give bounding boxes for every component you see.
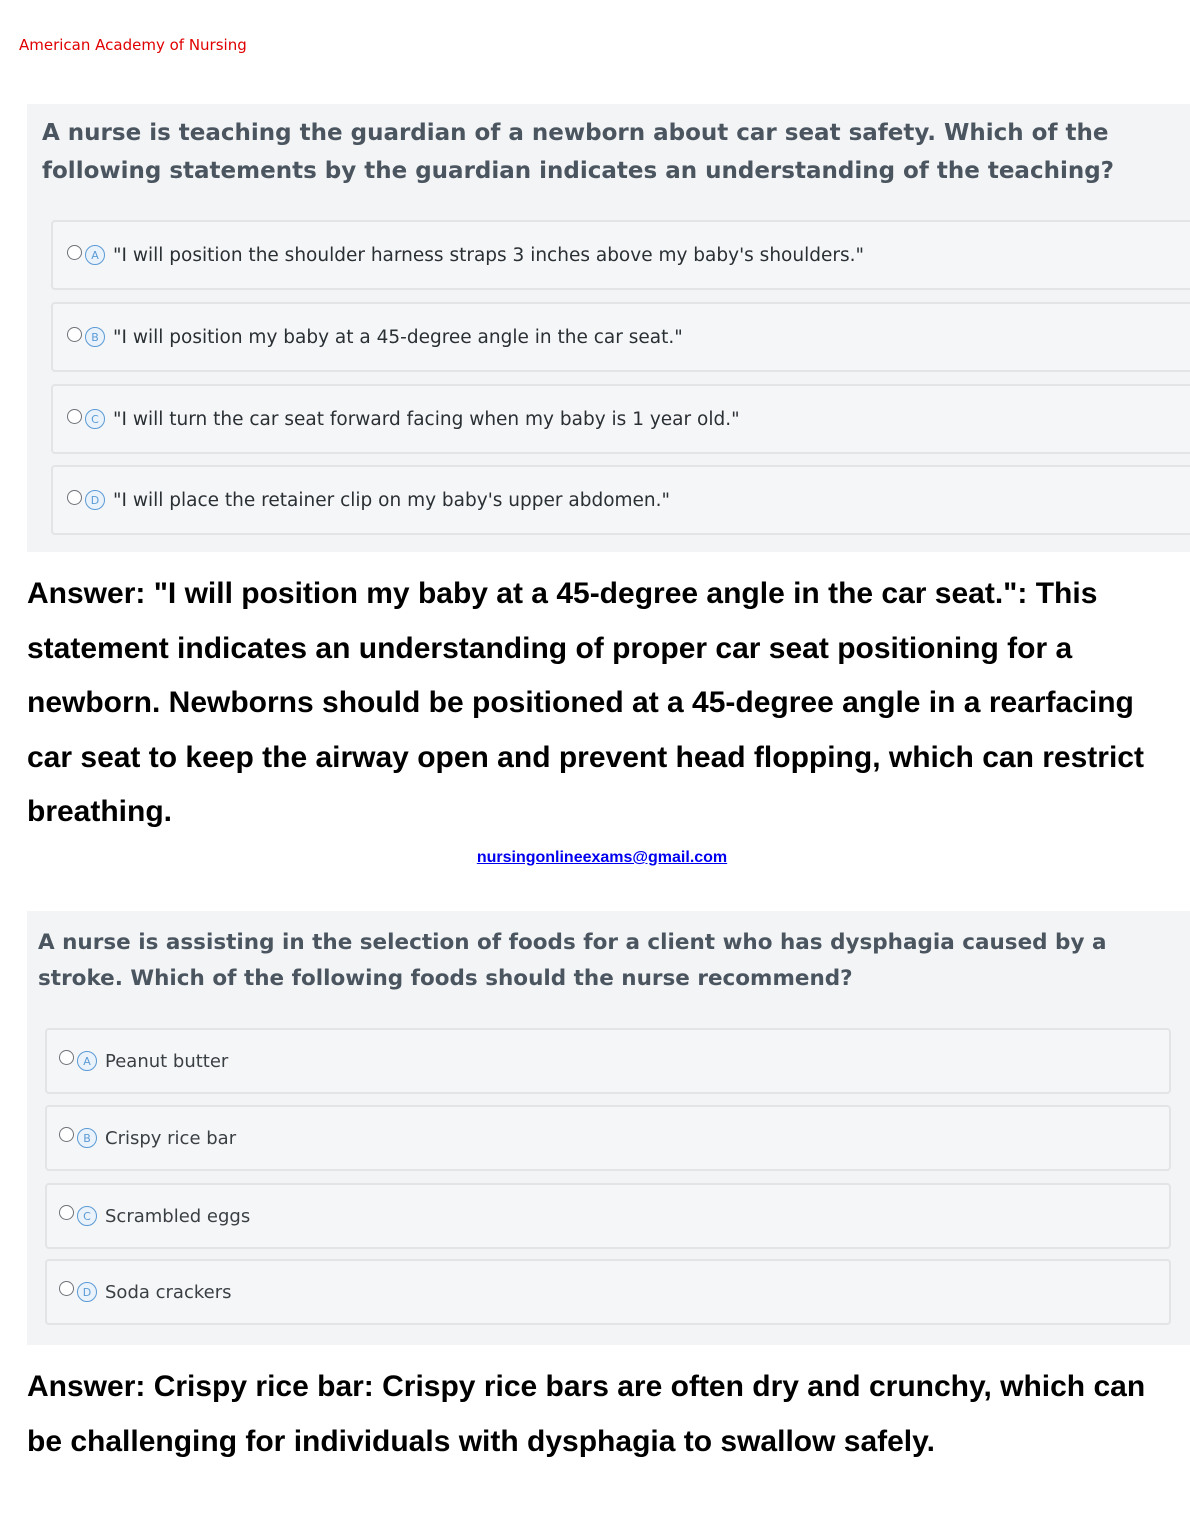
email-link[interactable]: nursingonlineexams@gmail.com <box>476 849 728 866</box>
radio-button-icon[interactable] <box>67 245 82 260</box>
question-1-panel <box>27 104 1190 552</box>
question-1-answer: Answer: "I will position my baby at a 45-degree angle in the car seat.": This statement indicates an understanding of proper car seat positioning for a newborn. Newborns should be positioned at a 45-degree angle in a rearfacing car seat to keep the airway open and prevent head flopping, which can restrict breathing. <box>27 577 1144 829</box>
question-1-option-c[interactable] <box>51 384 1190 454</box>
question-2-answer: Answer: Crispy rice bar: Crispy rice bars are often dry and crunchy, which can be challenging for individuals with dysphagia to swallow safely. <box>27 1370 1146 1458</box>
option-letter-badge: A <box>77 1051 97 1071</box>
question-2-panel <box>27 911 1190 1345</box>
question-2-option-b[interactable] <box>45 1105 1171 1171</box>
radio-button-icon[interactable] <box>59 1127 74 1142</box>
option-text: Crispy rice bar <box>105 1127 237 1149</box>
option-letter-badge: C <box>85 409 105 429</box>
option-text: Soda crackers <box>105 1281 232 1303</box>
option-letter-badge: D <box>85 490 105 510</box>
question-2-option-a[interactable] <box>45 1028 1171 1094</box>
option-letter-badge: B <box>77 1128 97 1148</box>
radio-button-icon[interactable] <box>59 1281 74 1296</box>
option-letter-badge: A <box>85 245 105 265</box>
option-text: "I will position my baby at a 45-degree angle in the car seat." <box>113 326 683 348</box>
radio-button-icon[interactable] <box>67 327 82 342</box>
page-header: American Academy of Nursing <box>19 36 247 54</box>
option-letter-badge: C <box>77 1206 97 1226</box>
option-text: "I will position the shoulder harness straps 3 inches above my baby's shoulders." <box>113 244 864 266</box>
question-1-text: A nurse is teaching the guardian of a newborn about car seat safety. Which of the following statements by the guardian indicates an understanding of the teaching? <box>42 120 1115 184</box>
question-1-option-b[interactable] <box>51 302 1190 372</box>
option-text: Scrambled eggs <box>105 1205 251 1227</box>
radio-button-icon[interactable] <box>67 490 82 505</box>
option-text: Peanut butter <box>105 1050 229 1072</box>
option-text: "I will turn the car seat forward facing when my baby is 1 year old." <box>113 408 740 430</box>
question-2-option-c[interactable] <box>45 1183 1171 1249</box>
option-text: "I will place the retainer clip on my baby's upper abdomen." <box>113 489 671 511</box>
option-letter-badge: B <box>85 327 105 347</box>
radio-button-icon[interactable] <box>59 1205 74 1220</box>
option-letter-badge: D <box>77 1282 97 1302</box>
question-2-option-d[interactable] <box>45 1259 1171 1325</box>
question-2-text: A nurse is assisting in the selection of foods for a client who has dysphagia caused by a stroke. Which of the following foods should the nurse recommend? <box>38 930 1107 991</box>
question-1-option-d[interactable] <box>51 465 1190 535</box>
radio-button-icon[interactable] <box>59 1050 74 1065</box>
radio-button-icon[interactable] <box>67 409 82 424</box>
question-1-option-a[interactable] <box>51 220 1190 290</box>
